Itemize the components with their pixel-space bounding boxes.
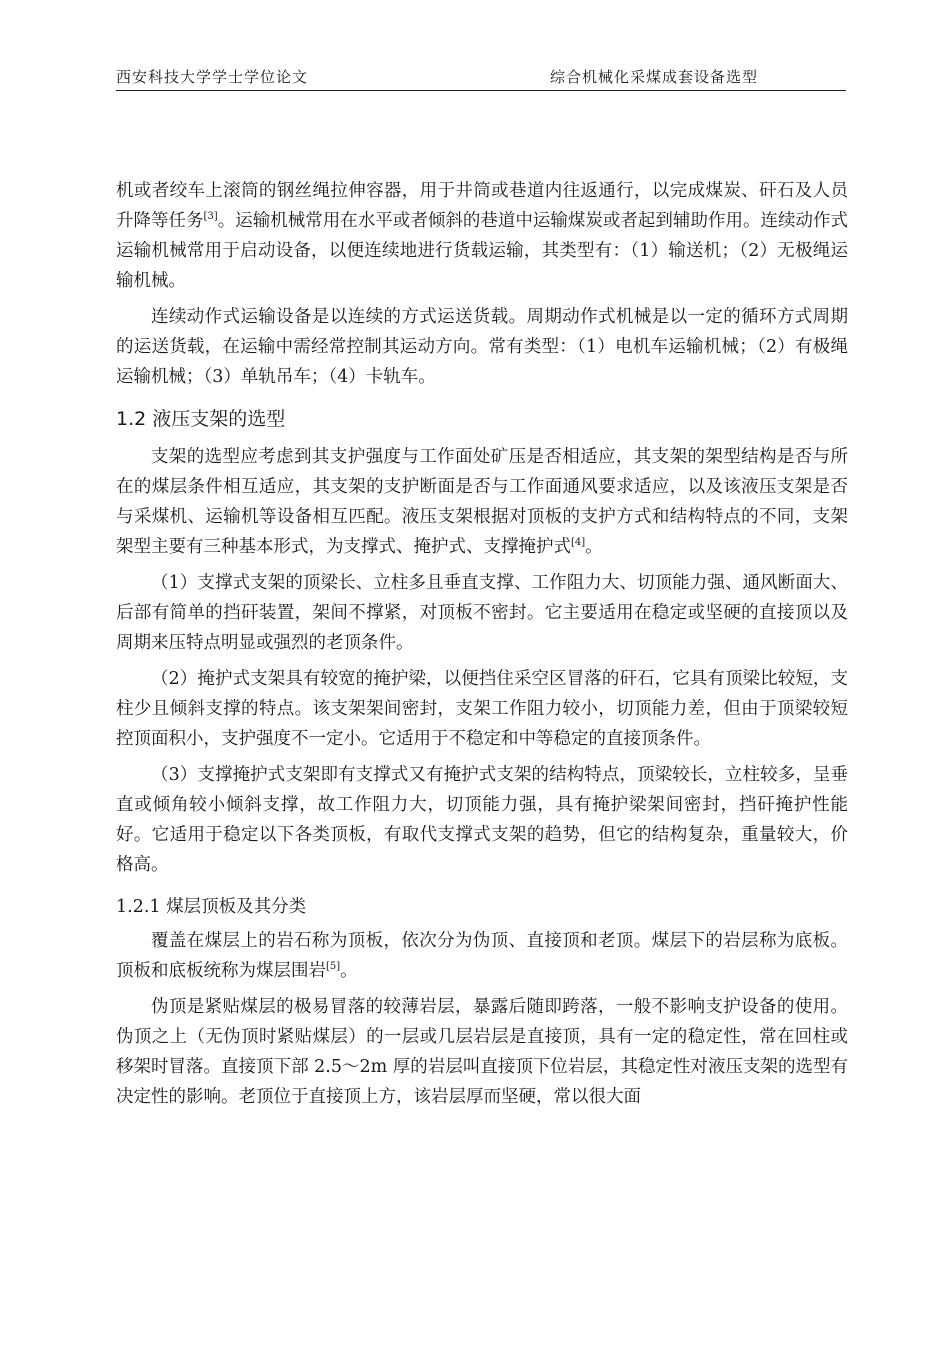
citation-ref: [3] — [203, 211, 218, 223]
header-divider — [116, 90, 846, 91]
citation-ref: [4] — [571, 537, 586, 549]
paragraph-roof-definition — [116, 926, 848, 986]
paragraph-text: 支架的选型应考虑到其支护强度与工作面处矿压是否相适应，其支架的架型结构是否与所在的煤层条件相互适应，其支架的支护断面是否与工作面通风要求适应，以及该液压支架是否与采煤机、运输机等设备相互匹配。液压支架根据对顶板的支护方式和结构特点的不同，支架架型主要有三种基本形式，为支撑式、掩护式、支撑掩护式 — [116, 447, 848, 557]
header-chapter-title: 综合机械化采煤成套设备选型 — [549, 68, 758, 86]
page-body — [116, 176, 848, 1112]
paragraph-text: 。 — [585, 537, 603, 557]
paragraph-text: 。运输机械常用在水平或者倾斜的巷道中运输煤炭或者起到辅助作用。连续动作式运输机械常用于启动设备，以便连续地进行货载运输，其类型有：（1）输送机；（2）无极绳运输机械。 — [116, 211, 849, 291]
paragraph-support-type-2: （2）掩护式支架具有较宽的掩护梁，以便挡住采空区冒落的矸石，它具有顶梁比较短，支柱少且倾斜支撑的特点。该支架架间密封，支架工作阻力较小，切顶能力差，但由于顶梁较短控顶面积小，支护强度不一定小。它适用于不稳定和中等稳定的直接顶条件。 — [116, 669, 848, 749]
header-thesis-title: 西安科技大学学士学位论文 — [116, 68, 309, 86]
paragraph-support-selection — [116, 442, 848, 562]
paragraph-text: 机或者绞车上滚筒的钢丝绳拉伸容器，用于井筒或巷道内往返通行，以完成煤炭、矸石及人员升降等任务 — [116, 181, 848, 231]
paragraph-support-type-1: （1）支撑式支架的顶梁长、立柱多且垂直支撑、工作阻力大、切顶能力强、通风断面大、后部有简单的挡矸装置，架间不撑紧，对顶板不密封。它主要适用在稳定或坚硬的直接顶以及周期来压特点明显或强烈的老顶条件。 — [116, 573, 848, 653]
paragraph-continuous-transport: 连续动作式运输设备是以连续的方式运送货载。周期动作式机械是以一定的循环方式周期的运送货载，在运输中需经常控制其运动方向。常有类型：（1）电机车运输机械；（2）有极绳运输机械；（3）单轨吊车；（4）卡轨车。 — [116, 307, 848, 387]
paragraph-text: 覆盖在煤层上的岩石称为顶板，依次分为伪顶、直接顶和老顶。煤层下的岩层称为底板。顶板和底板统称为煤层围岩 — [116, 931, 848, 981]
page-header — [116, 66, 846, 90]
paragraph-text: 。 — [340, 961, 358, 981]
paragraph-roof-layers: 伪顶是紧贴煤层的极易冒落的较薄岩层，暴露后随即跨落，一般不影响支护设备的使用。伪顶之上（无伪顶时紧贴煤层）的一层或几层岩层是直接顶，具有一定的稳定性，常在回柱或移架时冒落。直接顶下部 2.5～2m 厚的岩层叫直接顶下位岩层，其稳定性对液压支架的选型有决定性的影响。老顶位于直接顶上方，该岩层厚而坚硬，常以很大面 — [116, 997, 848, 1107]
section-heading: 1.2 液压支架的选型 — [116, 408, 286, 430]
paragraph-support-type-3: （3）支撑掩护式支架即有支撑式又有掩护式支架的结构特点，顶梁较长，立柱较多，呈垂直或倾角较小倾斜支撑，故工作阻力大，切顶能力强，具有掩护梁架间密封，挡矸掩护性能好。它适用于稳定以下各类顶板，有取代支撑式支架的趋势，但它的结构复杂，重量较大，价格高。 — [116, 765, 848, 875]
subsection-heading: 1.2.1 煤层顶板及其分类 — [116, 897, 307, 917]
citation-ref: [5] — [326, 961, 341, 973]
paragraph-hoisting-transport — [116, 176, 848, 296]
